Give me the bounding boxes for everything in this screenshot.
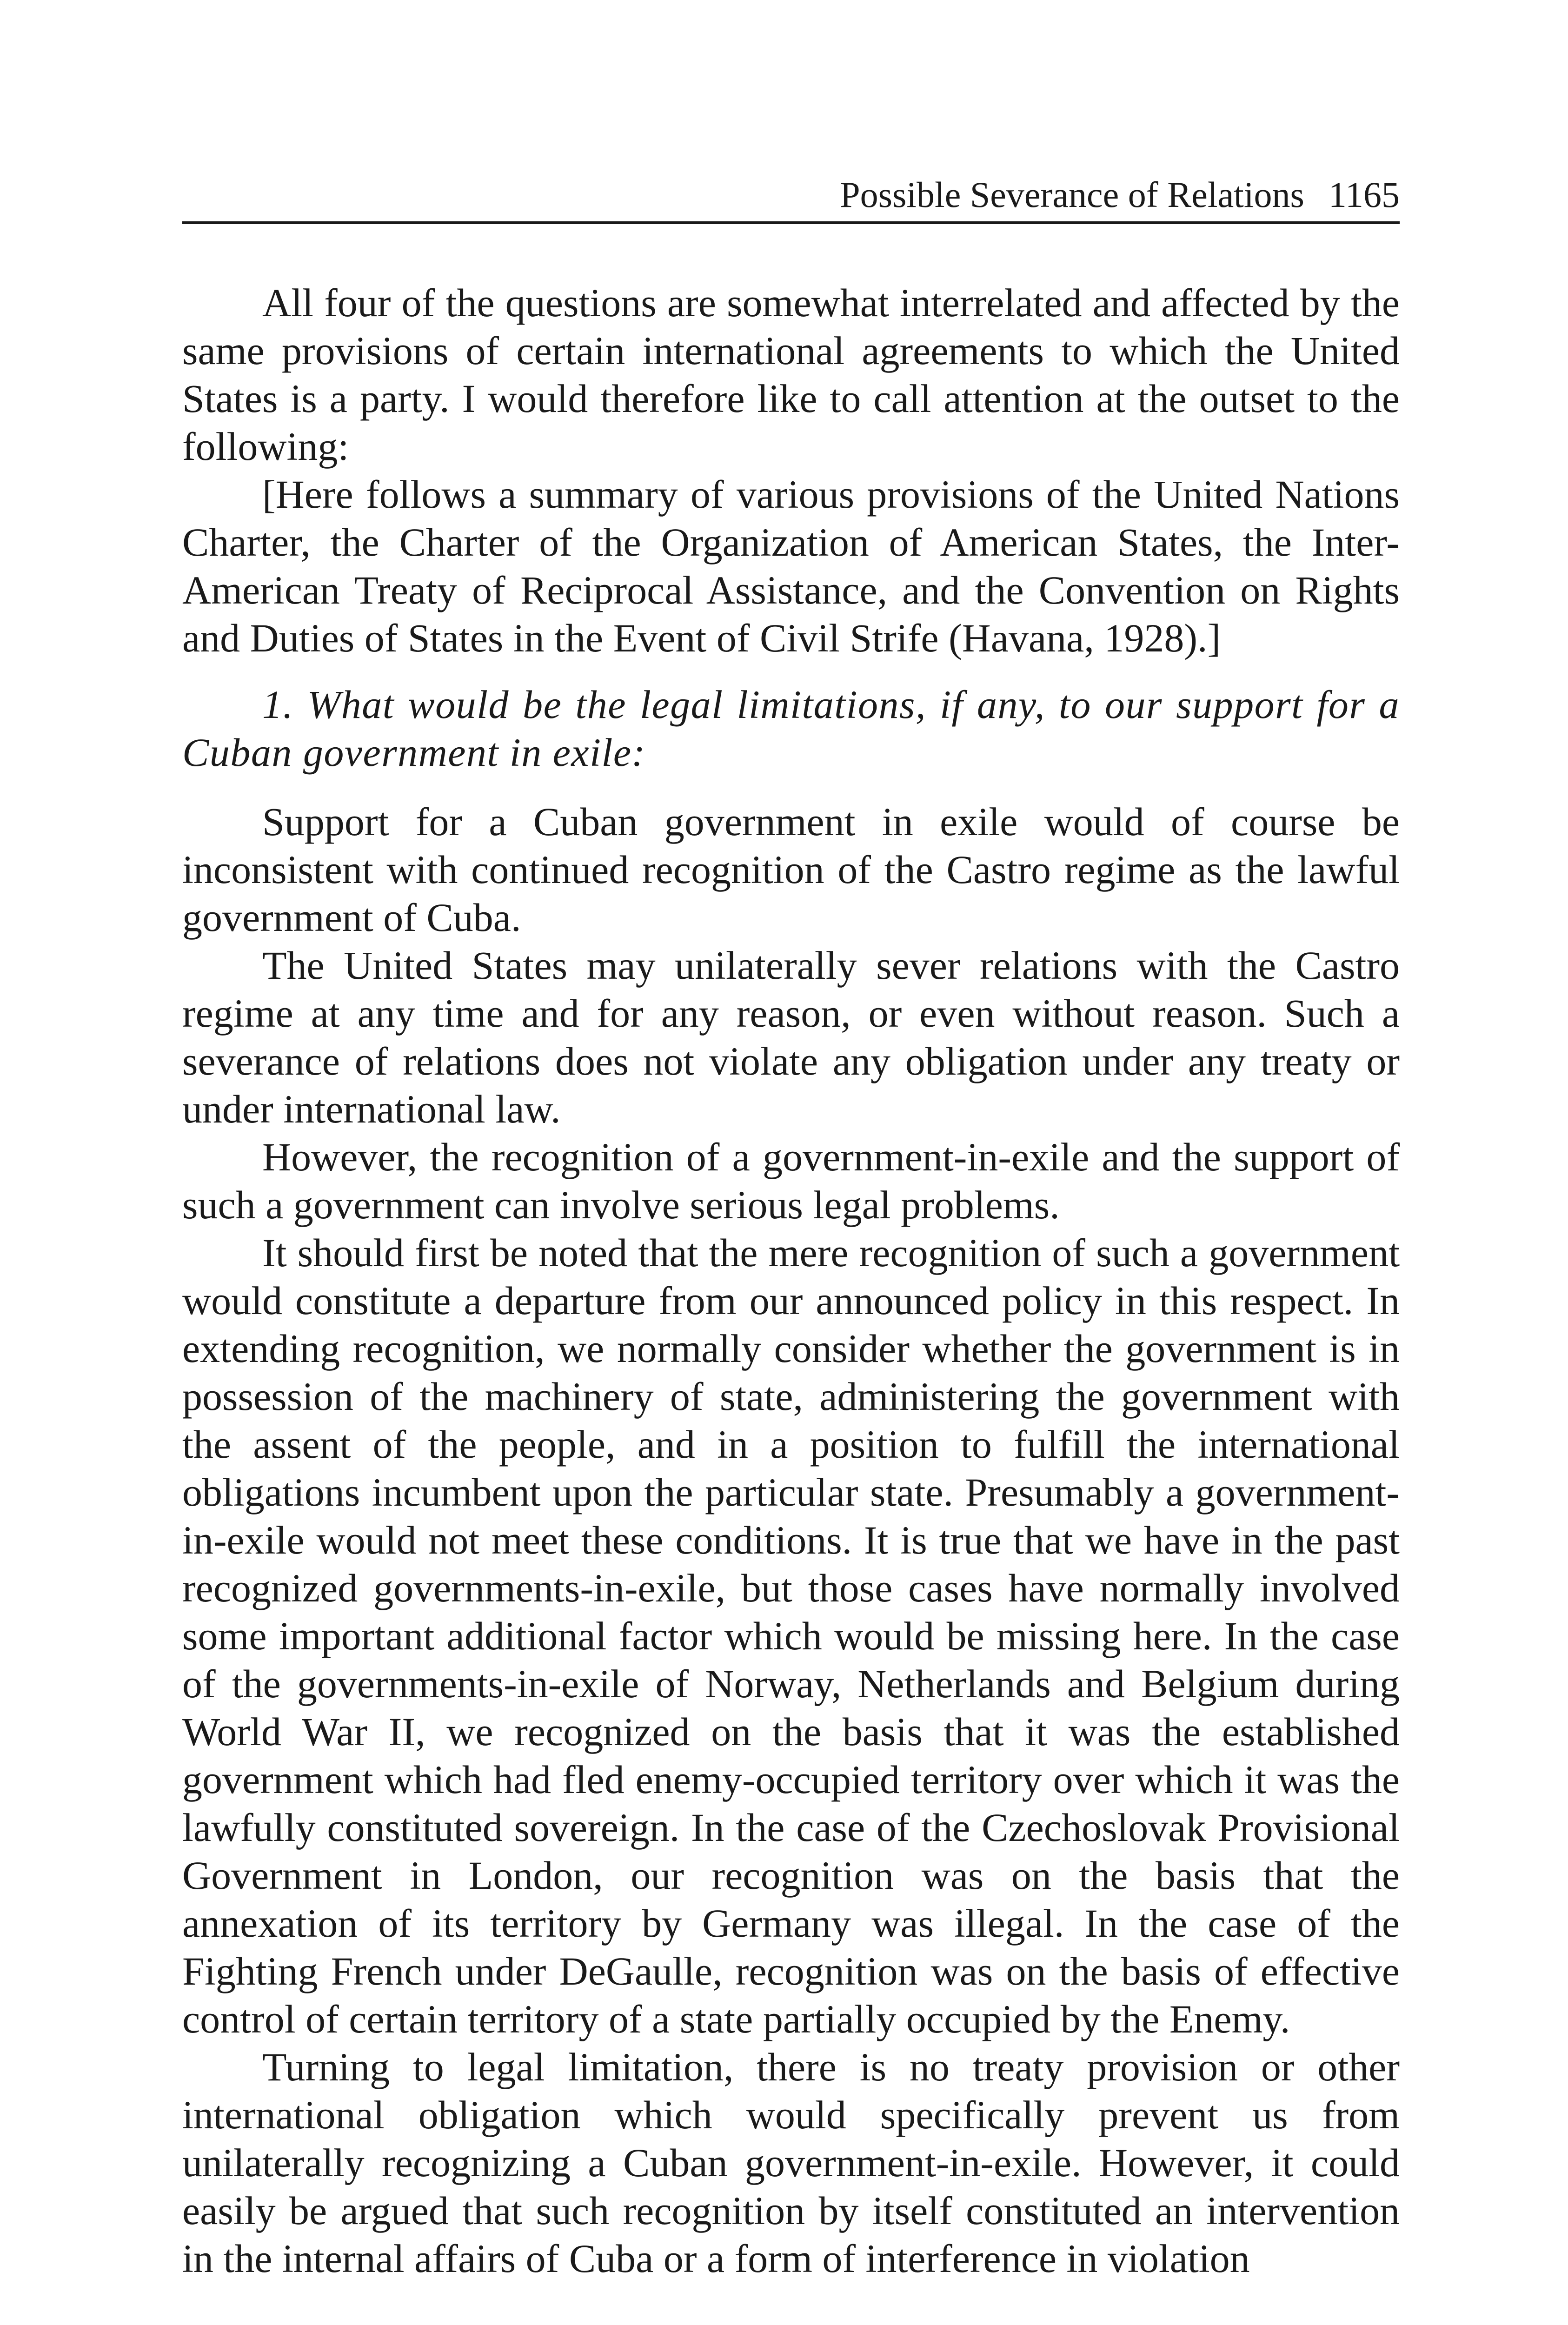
paragraph: Support for a Cuban government in exile would of course be inconsistent with continued recognition of the Castro regime as the lawful government of Cuba.: [182, 799, 1400, 940]
paragraph-editorial-note: [Here follows a summary of various provisions of the United Nations Charter, the Charter of the Organization of American States, the Inter-American Treaty of Reciprocal Assistance, and the Convention on Rights and Duties of States in the Event of Civil Strife (Havana, 1928).]: [182, 472, 1400, 660]
page-number: 1165: [1328, 174, 1400, 215]
paragraph: Turning to legal limitation, there is no treaty provision or other international obligation which would specifically prevent us from unilaterally recognizing a Cuban government-in-exile. However, it could easily be argued that such recognition by itself constituted an intervention in the internal affairs of Cuba or a form of interference in violation: [182, 2045, 1400, 2281]
running-header: [182, 174, 1400, 224]
running-header-title: Possible Severance of Relations: [840, 174, 1304, 215]
document-page: [182, 174, 1400, 2283]
question-heading: 1. What would be the legal limitations, if any, to our support for a Cuban government in exile:: [182, 682, 1400, 775]
body-text: [182, 279, 1400, 2283]
paragraph: The United States may unilaterally sever relations with the Castro regime at any time and for any reason, or even without reason. Such a severance of relations does not violate any obligation under any treaty or under international law.: [182, 943, 1400, 1131]
paragraph: However, the recognition of a government-in-exile and the support of such a government can involve serious legal problems.: [182, 1135, 1400, 1227]
paragraph: It should first be noted that the mere recognition of such a government would constitute a departure from our announced policy in this respect. In extending recognition, we normally consider whether the government is in possession of the machinery of state, administering the government with the assent of the people, and in a position to fulfill the international obligations incumbent upon the particular state. Presumably a government-in-exile would not meet these conditions. It is true that we have in the past recognized governments-in-exile, but those cases have normally involved some important additional factor which would be missing here. In the case of the governments-in-exile of Norway, Netherlands and Belgium during World War II, we recognized on the basis that it was the established government which had fled enemy-occupied territory over which it was the lawfully constituted sovereign. In the case of the Czechoslovak Provisional Government in London, our recognition was on the basis that the annexation of its territory by Germany was illegal. In the case of the Fighting French under DeGaulle, recognition was on the basis of effective control of certain territory of a state partially occupied by the Enemy.: [182, 1230, 1400, 2041]
paragraph-intro: All four of the questions are somewhat interrelated and affected by the same provisions of certain international agreements to which the United States is a party. I would therefore like to call attention at the outset to the following:: [182, 280, 1400, 469]
